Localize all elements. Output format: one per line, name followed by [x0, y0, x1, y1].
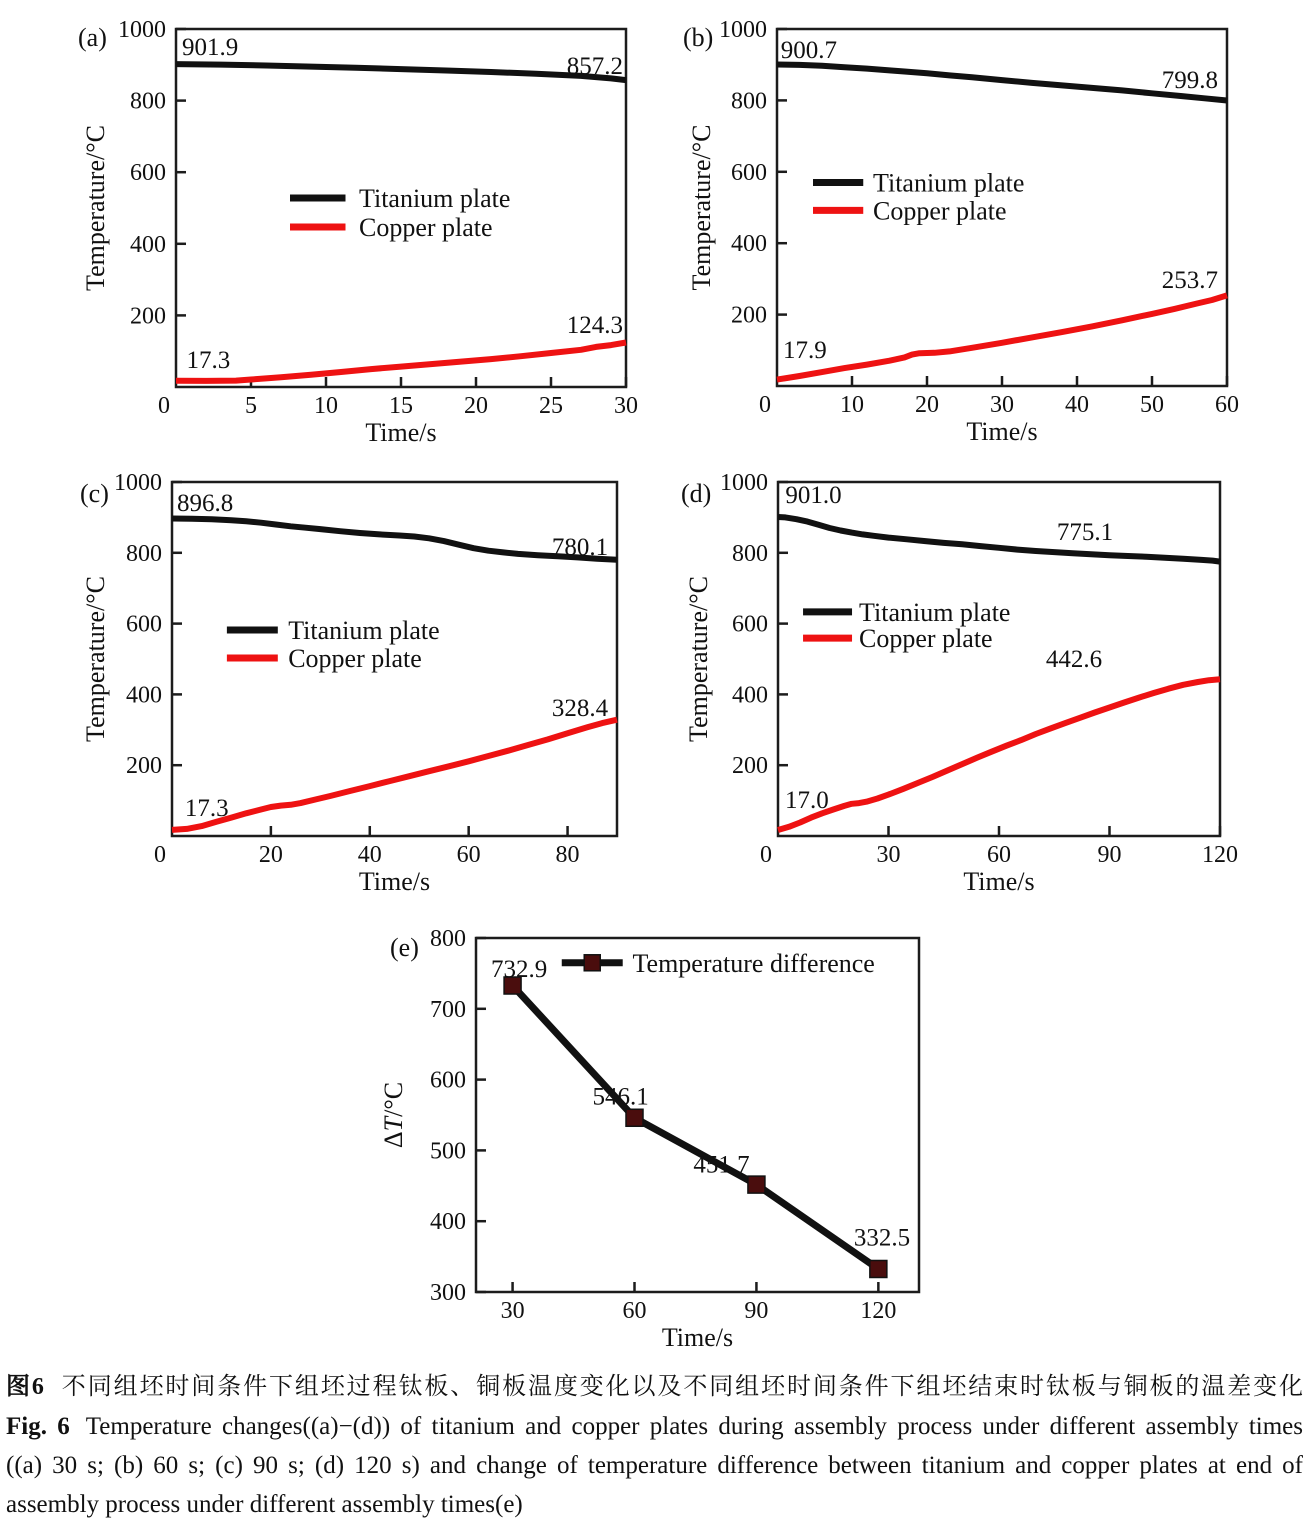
x-tick-label: 10 [314, 393, 338, 419]
legend-label: Copper plate [288, 643, 422, 673]
plot-box [778, 482, 1220, 836]
x-tick-label: 25 [539, 393, 563, 419]
x-tick-label: 90 [1097, 842, 1122, 868]
x-axis-label: Time/s [365, 418, 437, 447]
titanium-plate-line [777, 65, 1227, 101]
origin-label: 0 [154, 842, 166, 868]
x-tick-label: 20 [258, 842, 283, 868]
y-tick-label: 800 [731, 88, 767, 115]
panel-label-b: (b) [683, 23, 714, 52]
x-tick-label: 30 [614, 393, 638, 419]
caption-line-zh [6, 1368, 1303, 1407]
value-annotation: 332.5 [853, 1224, 911, 1252]
x-tick-label: 40 [1065, 392, 1089, 418]
value-annotation: 253.7 [1161, 267, 1218, 295]
caption-line-en-3: assembly process under different assembly times(e) [6, 1491, 523, 1518]
panel-a [78, 17, 638, 447]
y-tick-label: 200 [731, 302, 767, 329]
value-annotation: 896.8 [176, 490, 234, 518]
x-axis-label: Time/s [358, 867, 431, 896]
caption-line-en-1 [6, 1407, 1303, 1446]
caption-en-label: Fig. 6 [6, 1413, 70, 1440]
copper-plate-line [176, 343, 626, 381]
titanium-plate-line [172, 519, 617, 560]
legend-label: Titanium plate [359, 183, 511, 213]
x-tick-label: 40 [357, 842, 382, 868]
y-tick-label: 800 [130, 88, 166, 115]
panel-label-c: (c) [80, 479, 109, 508]
y-tick-label: 600 [732, 611, 768, 638]
value-annotation: 17.0 [784, 787, 829, 815]
y-tick-label: 200 [732, 753, 768, 780]
x-axis-label: Time/s [963, 867, 1035, 896]
y-tick-label: 1000 [118, 17, 166, 43]
y-axis-label: Temperature/°C [81, 125, 110, 291]
panel-label-a: (a) [78, 23, 107, 52]
data-point-marker [870, 1260, 887, 1277]
y-tick-label: 600 [430, 1067, 466, 1094]
x-tick-label: 60 [987, 842, 1011, 868]
caption-zh-text: 不同组坯时间条件下组坯过程钛板、铜板温度变化以及不同组坯时间条件下组坯结束时钛板与铜板的温差变化 [59, 1374, 1304, 1400]
copper-plate-line [777, 295, 1227, 379]
y-tick-label: 400 [430, 1209, 466, 1236]
x-tick-label: 60 [1215, 392, 1239, 418]
y-tick-label: 500 [430, 1138, 466, 1165]
x-tick-label: 30 [990, 392, 1014, 418]
legend-label: Titanium plate [873, 168, 1025, 198]
caption-line-en-2: ((a) 30 s; (b) 60 s; (c) 90 s; (d) 120 s) and change of temperature difference between titanium and copper plates at end of [6, 1452, 1303, 1479]
x-tick-label: 50 [1140, 392, 1164, 418]
x-tick-label: 90 [744, 1298, 769, 1324]
copper-plate-line [778, 679, 1220, 830]
y-axis-label: Temperature/°C [684, 576, 713, 742]
y-tick-label: 600 [130, 160, 166, 187]
y-tick-label: 400 [731, 231, 767, 258]
value-annotation: 732.9 [490, 955, 548, 983]
y-tick-label: 600 [731, 159, 767, 186]
figure-caption [0, 1368, 1309, 1524]
y-tick-label: 800 [430, 926, 466, 952]
x-tick-label: 30 [500, 1298, 525, 1324]
y-tick-label: 1000 [720, 470, 768, 496]
panel-e [379, 926, 919, 1352]
value-annotation: 124.3 [566, 311, 623, 339]
y-axis-label: Temperature/°C [687, 124, 716, 291]
plot-box [476, 938, 919, 1292]
panel-label-e: (e) [390, 933, 419, 962]
x-tick-label: 60 [622, 1298, 647, 1324]
caption-zh-label: 图6 [6, 1374, 44, 1400]
panel-c [80, 470, 617, 896]
y-tick-label: 400 [126, 682, 162, 709]
y-axis-label: ΔT/°C [379, 1081, 408, 1149]
legend-label: Copper plate [873, 196, 1007, 226]
x-tick-label: 10 [840, 392, 864, 418]
value-annotation: 901.9 [182, 34, 239, 62]
x-tick-label: 80 [555, 842, 580, 868]
y-axis-label: Temperature/°C [81, 576, 110, 742]
origin-label: 0 [760, 842, 772, 868]
y-tick-label: 1000 [114, 470, 162, 496]
y-tick-label: 200 [126, 753, 162, 780]
y-tick-label: 700 [430, 996, 466, 1023]
data-point-marker [626, 1109, 643, 1126]
y-tick-label: 600 [126, 611, 162, 638]
value-annotation: 451.7 [693, 1151, 750, 1179]
titanium-plate-line [176, 64, 626, 80]
x-tick-label: 20 [464, 393, 488, 419]
y-tick-label: 400 [130, 231, 166, 258]
x-axis-label: Time/s [966, 417, 1038, 446]
panel-b [683, 17, 1239, 446]
y-tick-label: 300 [430, 1280, 466, 1306]
y-tick-label: 1000 [719, 17, 767, 43]
x-tick-label: 120 [860, 1298, 897, 1324]
x-tick-label: 5 [245, 393, 257, 419]
origin-label: 0 [759, 392, 771, 418]
legend-marker [584, 955, 600, 971]
y-tick-label: 800 [732, 540, 768, 567]
y-tick-label: 200 [130, 303, 166, 330]
panel-d [681, 470, 1238, 896]
legend-label: Titanium plate [859, 597, 1011, 627]
legend-label: Copper plate [859, 624, 993, 654]
x-tick-label: 30 [876, 842, 901, 868]
x-tick-label: 20 [915, 392, 939, 418]
x-tick-label: 15 [389, 393, 413, 419]
legend-label: Temperature difference [632, 948, 875, 978]
x-tick-label: 60 [456, 842, 481, 868]
origin-label: 0 [158, 393, 170, 419]
caption-en-text-1: Temperature changes((a)−(d)) of titanium and copper plates during assembly process under different assembly times [85, 1413, 1304, 1440]
titanium-plate-line [778, 517, 1220, 562]
x-tick-label: 120 [1202, 842, 1238, 868]
value-annotation: 546.1 [592, 1083, 649, 1111]
legend-label: Titanium plate [288, 615, 440, 645]
temperature-difference-line [513, 986, 879, 1270]
value-annotation: 17.3 [186, 347, 231, 375]
y-tick-label: 800 [126, 540, 162, 567]
value-annotation: 17.9 [783, 337, 827, 365]
x-axis-label: Time/s [661, 1323, 734, 1352]
panel-label-d: (d) [681, 479, 712, 508]
value-annotation: 799.8 [1161, 66, 1218, 94]
value-annotation: 780.1 [551, 533, 609, 561]
value-annotation: 17.3 [184, 795, 229, 823]
legend-label: Copper plate [359, 212, 493, 242]
y-tick-label: 400 [732, 682, 768, 709]
value-annotation: 900.7 [780, 36, 837, 64]
value-annotation: 857.2 [566, 53, 623, 81]
value-annotation: 901.0 [785, 482, 842, 510]
copper-plate-line [172, 720, 617, 830]
value-annotation: 442.6 [1045, 646, 1103, 674]
value-annotation: 328.4 [551, 694, 609, 722]
data-point-marker [748, 1176, 765, 1193]
value-annotation: 775.1 [1056, 519, 1114, 547]
